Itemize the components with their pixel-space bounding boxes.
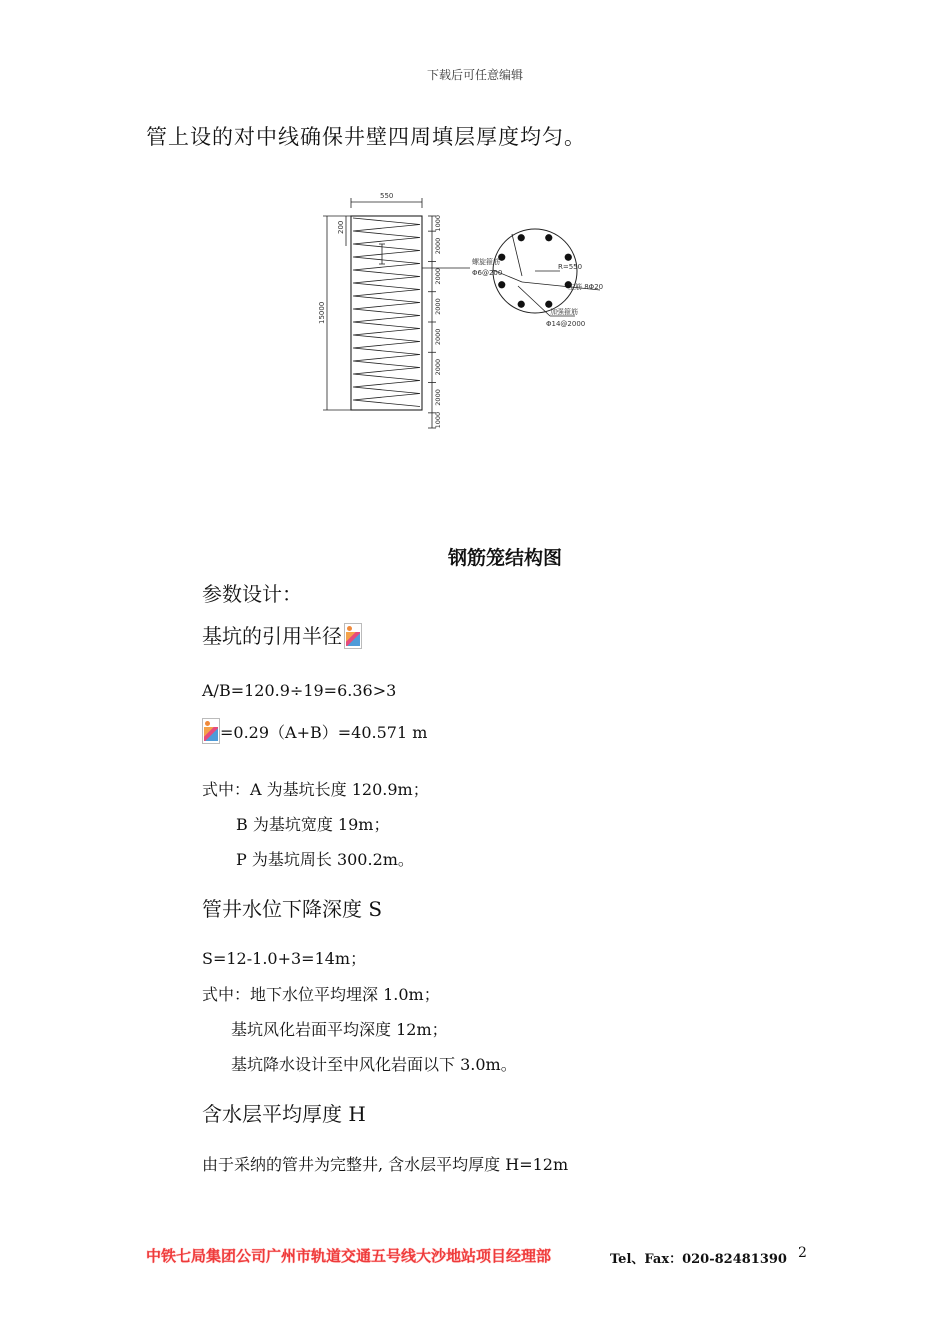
rebar-cage-diagram: [300, 186, 630, 436]
stirrup-label: 加强箍筋: [550, 308, 578, 316]
formula-s: S=12-1.0+3=14m；: [202, 949, 367, 968]
where-s3: 基坑降水设计至中风化岩面以下 3.0m。: [231, 1055, 517, 1074]
dim-right-label: 1000: [434, 411, 442, 429]
main-bar-dot: [518, 301, 525, 308]
section-s: 管井水位下降深度 S: [202, 897, 383, 921]
section-h: 含水层平均厚度 H: [202, 1102, 366, 1126]
main-bar-dot: [518, 234, 525, 241]
dim-right-label: 2000: [434, 389, 442, 406]
figure-caption: 钢筋笼结构图: [447, 547, 562, 569]
where-p: P 为基坑周长 300.2m。: [236, 850, 414, 869]
page-number: 2: [798, 1245, 807, 1261]
stirrup-spec-label: Φ14@2000: [546, 320, 586, 328]
footer-company: 中铁七局集团公司广州市轨道交通五号线大沙地站项目经理部: [146, 1247, 552, 1265]
spiral-label: 螺旋箍筋: [472, 258, 500, 266]
where-s2: 基坑风化岩面平均深度 12m；: [231, 1020, 448, 1039]
intro-paragraph: 管上设的对中线确保井壁四周填层厚度均匀。: [146, 125, 586, 149]
text-h: 由于采纳的管井为完整井, 含水层平均厚度 H=12m: [202, 1155, 569, 1174]
footer-tel: Tel、Fax：020-82481390: [610, 1252, 787, 1267]
formula-ab: A/B=120.9÷19=6.36>3: [202, 681, 397, 700]
spiral-spec-label: Φ6@200: [472, 269, 503, 277]
section-params: 参数设计：: [202, 582, 302, 606]
dim-right-label: 2000: [434, 237, 442, 255]
where-b: B 为基坑宽度 19m；: [236, 815, 390, 834]
main-bar-dot: [545, 234, 552, 241]
formula-r0-text: =0.29（A+B）=40.571 m: [220, 723, 428, 742]
section-radius-text: 基坑的引用半径: [202, 624, 342, 648]
radius-label: R=550: [558, 263, 583, 271]
main-bar-dot: [545, 301, 552, 308]
section-radius: [202, 620, 362, 649]
dim-right-label: 2000: [434, 328, 442, 346]
dim-right-label: 1000: [434, 215, 442, 232]
dim-right-label: 2000: [434, 358, 442, 376]
main-bar-dot: [498, 281, 505, 288]
header-note: 下载后可任意编辑: [426, 68, 523, 82]
dim-left-total-label: 15000: [318, 301, 326, 324]
main-bar-label: 主筋 8Φ20: [568, 283, 604, 291]
formula-image-icon: [202, 718, 220, 744]
formula-r0: [202, 718, 427, 744]
where-a: 式中：A 为基坑长度 120.9m；: [202, 780, 429, 799]
dim-right-label: 2000: [434, 268, 442, 285]
dim-left-top-label: 200: [337, 220, 345, 234]
dim-top-label: 550: [380, 192, 394, 200]
formula-image-icon: [344, 623, 362, 649]
where-s1: 式中：地下水位平均埋深 1.0m；: [202, 985, 440, 1004]
dim-right-label: 2000: [434, 298, 442, 315]
spiral-stirrup-zigzag: [353, 218, 420, 407]
main-bar-dot: [565, 254, 572, 261]
